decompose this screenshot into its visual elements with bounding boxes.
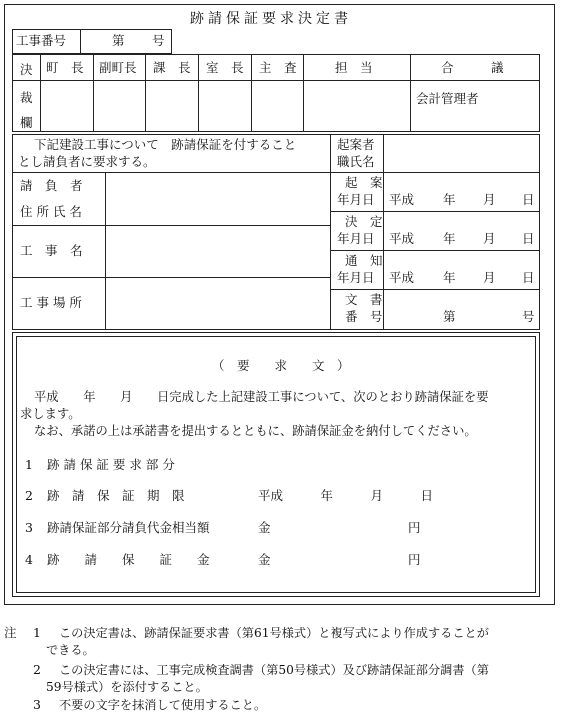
approval-col-fukuchou: 副町長 — [99, 60, 137, 75]
approval-kaikei-label: 会計管理者 — [416, 91, 479, 106]
request-item-2-value: 平成 年 月 日 — [258, 488, 434, 503]
bunsho-dai: 第 — [443, 309, 456, 324]
kettei-date-era: 平成 — [389, 231, 415, 246]
statement-line-1: 下記建設工事について 跡請保証を付すること — [34, 137, 297, 152]
kian-date-hi: 日 — [522, 192, 535, 207]
request-item-1-num: 1 — [25, 457, 33, 472]
approval-col-aigi: 合 議 — [441, 60, 504, 75]
approval-col-kachou: 課 長 — [153, 60, 191, 75]
request-body-line-3: なお、承諾の上は承諾書を提出するとともに、跡請保証金を納付してください。 — [34, 424, 477, 438]
bunsho-label-1: 文 書 — [345, 292, 383, 307]
request-item-2-label: 跡 請 保 証 期 限 — [47, 488, 185, 503]
approval-side-label-3: 欄 — [20, 115, 33, 130]
request-item-2-num: 2 — [25, 488, 33, 503]
request-body-line-2: 求します。 — [20, 407, 81, 421]
kian-date-nen: 年 — [443, 192, 456, 207]
approval-col-chouchou: 町 長 — [46, 60, 84, 75]
kettei-date-hi: 日 — [522, 231, 535, 246]
tsuchi-date-nen: 年 — [443, 270, 456, 285]
kouji-number-dai: 第 — [112, 33, 125, 48]
approval-col-shitsuchou: 室 長 — [206, 60, 244, 75]
ukeoi-label-1: 請 負 者 — [20, 178, 83, 193]
tsuchi-date-label-2: 年月日 — [337, 270, 375, 285]
statement-line-2: とし請負者に要求する。 — [18, 154, 156, 169]
kettei-date-label-2: 年月日 — [337, 231, 375, 246]
note-1-num: 1 — [33, 625, 41, 640]
request-item-1-label: 跡 請 保 証 要 求 部 分 — [47, 457, 175, 472]
kouji-mei-label: 工 事 名 — [20, 243, 83, 258]
request-item-4-num: 4 — [25, 552, 33, 567]
request-item-3-num: 3 — [25, 520, 33, 535]
bunsho-label-2: 番 号 — [345, 309, 383, 324]
kouji-number-go: 号 — [152, 33, 165, 48]
tsuchi-date-era: 平成 — [389, 270, 415, 285]
kettei-date-label-1: 決 定 — [345, 214, 383, 229]
note-3-num: 3 — [33, 697, 41, 712]
kian-date-era: 平成 — [389, 192, 415, 207]
ukeoi-label-2: 住 所 氏 名 — [20, 204, 82, 219]
kian-date-label-1: 起 案 — [345, 175, 383, 190]
tsuchi-date-label-1: 通 知 — [345, 253, 383, 268]
note-2-line-2: 59号様式）を添付すること。 — [46, 680, 208, 694]
bunsho-go: 号 — [522, 309, 535, 324]
request-item-4-label: 跡 請 保 証 金 — [47, 552, 210, 567]
note-1-line-1: この決定書は、跡請保証要求書（第61号様式）と複写式により作成することが — [59, 626, 489, 640]
approval-side-label-2: 裁 — [20, 90, 33, 105]
kouji-number-label: 工事番号 — [16, 33, 67, 48]
kian-name-label-1: 起案者 — [337, 137, 375, 152]
request-item-3-label: 跡請保証部分請負代金相当額 — [47, 520, 210, 535]
kian-name-label-2: 職氏名 — [337, 154, 375, 169]
note-2-num: 2 — [33, 662, 41, 677]
notes-prefix: 注 — [4, 625, 17, 640]
approval-side-label-1: 決 — [20, 62, 33, 77]
kian-date-tsuki: 月 — [483, 192, 496, 207]
approval-col-shusa: 主 査 — [259, 60, 297, 75]
kettei-date-tsuki: 月 — [483, 231, 496, 246]
note-2-line-1: この決定書には、工事完成検査調書（第50号様式）及び跡請保証部分調書（第 — [59, 663, 489, 677]
note-1-line-2: できる。 — [46, 643, 95, 657]
kouji-basho-label: 工 事 場 所 — [20, 295, 82, 310]
request-body-line-1: 平成 年 月 日完成した上記建設工事について、次のとおり跡請保証を要 — [34, 390, 489, 404]
note-3-line-1: 不要の文字を抹消して使用すること。 — [59, 698, 267, 712]
request-item-3-value: 金 円 — [258, 520, 421, 535]
request-heading: （ 要 求 文 ） — [212, 358, 350, 373]
request-item-4-value: 金 円 — [258, 552, 421, 567]
kettei-date-nen: 年 — [443, 231, 456, 246]
form-title: 跡請保証要求決定書 — [190, 11, 352, 27]
tsuchi-date-hi: 日 — [522, 270, 535, 285]
kian-date-label-2: 年月日 — [337, 192, 375, 207]
approval-col-tantou: 担 当 — [335, 60, 373, 75]
tsuchi-date-tsuki: 月 — [483, 270, 496, 285]
